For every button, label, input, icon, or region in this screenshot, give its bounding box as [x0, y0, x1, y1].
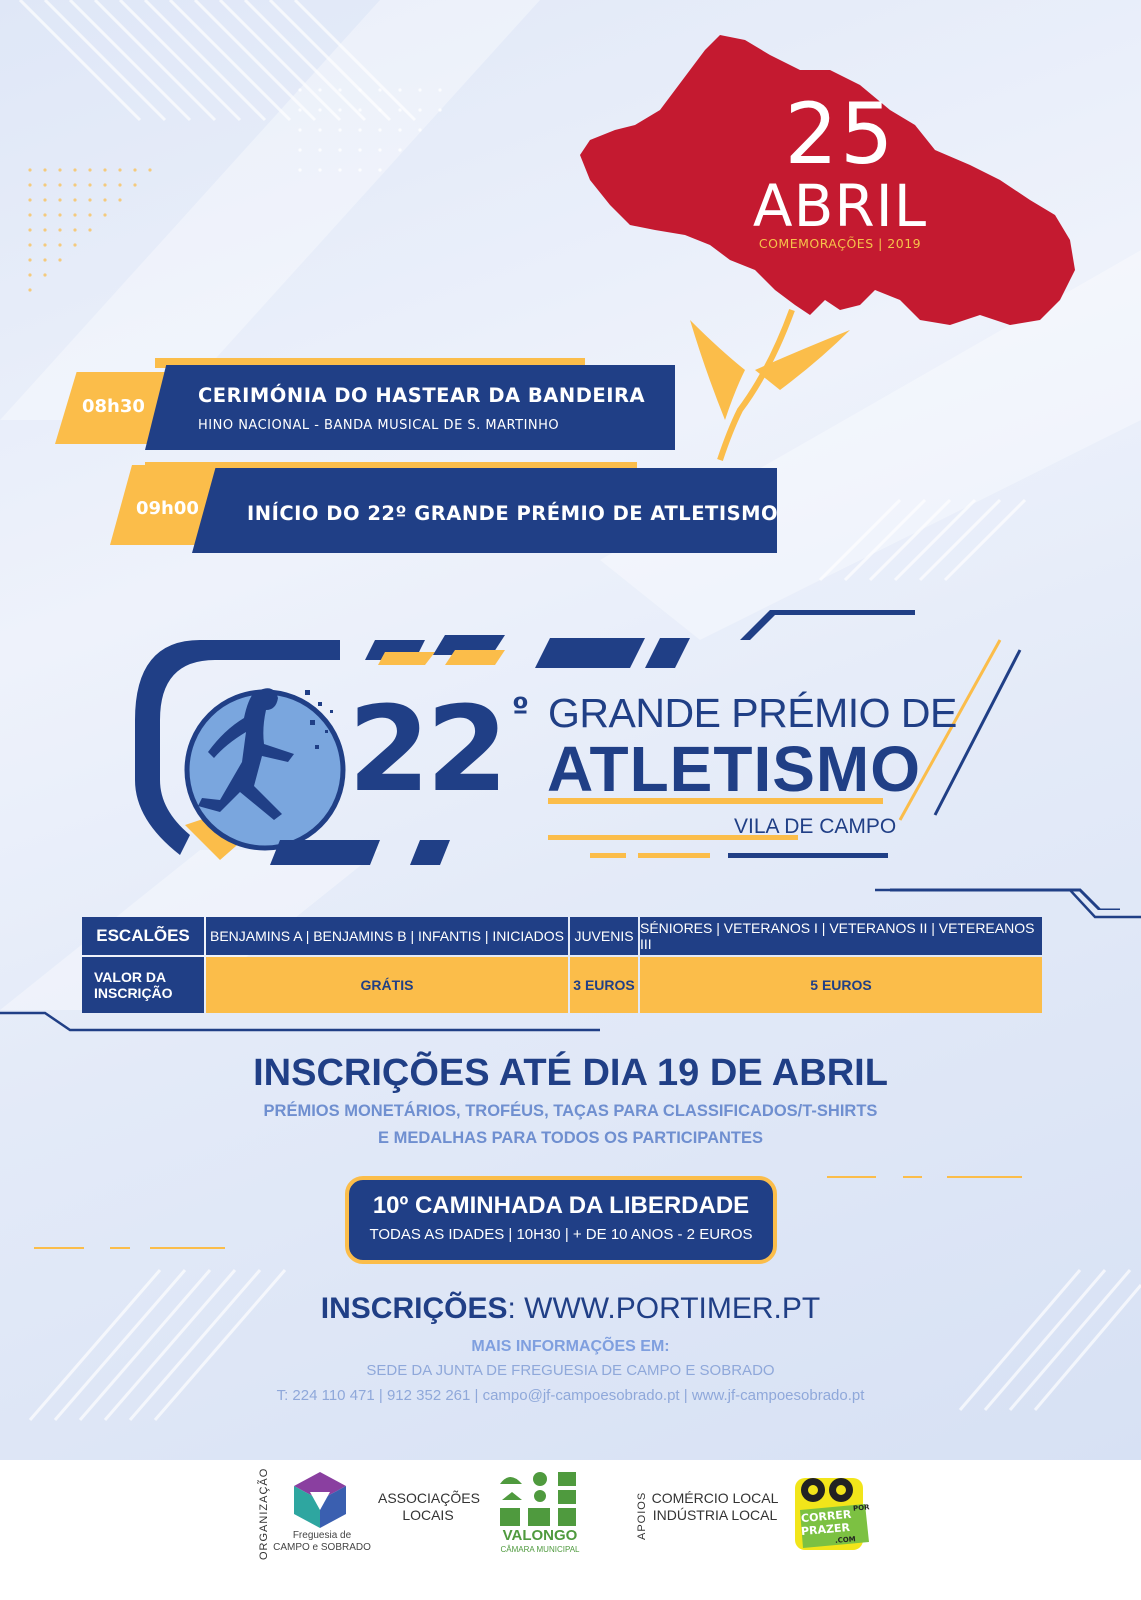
prizes-line-2: E MEDALHAS PARA TODOS OS PARTICIPANTES — [377, 1129, 764, 1147]
date-subtitle: COMEMORAÇÕES | 2019 — [758, 236, 922, 251]
time-label: 09h00 — [136, 498, 199, 519]
footer — [0, 1460, 1141, 1600]
time-label: 08h30 — [82, 396, 145, 417]
table-header-label: ESCALÕES — [82, 917, 204, 955]
event-title-line2: ATLETISMO — [547, 733, 921, 805]
valongo-logo-icon — [498, 1470, 582, 1528]
web-label: INSCRIÇÕES — [320, 1292, 508, 1325]
table-frame-lines — [0, 880, 1141, 1040]
row-label-1: VALOR DA — [94, 969, 167, 985]
support-line-2: INDÚSTRIA LOCAL — [652, 1507, 778, 1523]
event-place: VILA DE CAMPO — [734, 815, 897, 838]
table-cell: GRÁTIS — [206, 957, 568, 1013]
cpp-line-3: PRAZER — [800, 1520, 851, 1539]
date-month: ABRIL — [752, 172, 928, 240]
walk-details: TODAS AS IDADES | 10H30 | + DE 10 ANOS - 2 EUROS — [369, 1226, 753, 1243]
org-name-1: Freguesia de — [292, 1530, 352, 1541]
support-line-1: COMÉRCIO LOCAL — [651, 1490, 779, 1506]
cpp-line-4: .COM — [834, 1535, 857, 1545]
walk-box — [345, 1176, 777, 1264]
table-cell: SÉNIORES | VETERANOS I | VETERANOS II | VETEREANOS III — [640, 917, 1042, 955]
registration-deadline: INSCRIÇÕES ATÉ DIA 19 DE ABRIL — [253, 1052, 888, 1094]
schedule-title: INÍCIO DO 22º GRANDE PRÉMIO DE ATLETISMO — [247, 502, 779, 525]
support-text — [650, 1490, 780, 1524]
walk-title: 10º CAMINHADA DA LIBERDADE — [372, 1192, 750, 1219]
event-ordinal: º — [512, 692, 529, 727]
table-cell: 3 EUROS — [570, 957, 638, 1013]
apoios-label: APOIOS — [636, 1491, 648, 1540]
org-name-2: CAMPO e SOBRADO — [273, 1542, 371, 1553]
org-name — [272, 1530, 372, 1554]
org-label: ORGANIZAÇÃO — [258, 1467, 270, 1560]
event-number: 22 — [348, 680, 505, 818]
event-title-line1: GRANDE PRÉMIO DE — [548, 690, 957, 736]
registration-web — [0, 1292, 1141, 1326]
assoc-text — [378, 1490, 478, 1524]
info-contacts: T: 224 110 471 | 912 352 261 | campo@jf-campoesobrado.pt | www.jf-campoesobrado.pt — [276, 1387, 865, 1404]
schedule-subtitle: HINO NACIONAL - BANDA MUSICAL DE S. MARTINHO — [198, 418, 560, 433]
assoc-line-2: LOCAIS — [402, 1507, 454, 1523]
prizes-line-1: PRÉMIOS MONETÁRIOS, TROFÉUS, TAÇAS PARA CLASSIFICADOS/T-SHIRTS — [263, 1102, 878, 1120]
cpp-line-1: CORRER — [800, 1507, 852, 1526]
schedule-banner — [145, 365, 675, 450]
info-place: SEDE DA JUNTA DE FREGUESIA DE CAMPO E SOBRADO — [366, 1362, 775, 1379]
valongo-sub: CÂMARA MUNICIPAL — [500, 1545, 580, 1554]
web-url[interactable]: : WWW.PORTIMER.PT — [507, 1292, 821, 1325]
schedule-title: CERIMÓNIA DO HASTEAR DA BANDEIRA — [198, 384, 646, 407]
correr-por-prazer-logo — [795, 1468, 875, 1553]
valongo-name: VALONGO — [502, 1527, 578, 1544]
table-cell: JUVENIS — [570, 917, 638, 955]
assoc-line-1: ASSOCIAÇÕES — [378, 1490, 480, 1506]
freguesia-logo-icon — [290, 1470, 350, 1530]
date-day: 25 — [784, 85, 896, 183]
table-cell: 5 EUROS — [640, 957, 1042, 1013]
row-label-2: INSCRIÇÃO — [94, 985, 173, 1001]
info-title: MAIS INFORMAÇÕES EM: — [471, 1338, 670, 1355]
table-cell: BENJAMINS A | BENJAMINS B | INFANTIS | INICIADOS — [206, 917, 568, 955]
date-block — [735, 85, 945, 251]
cpp-line-2: POR — [852, 1503, 870, 1513]
